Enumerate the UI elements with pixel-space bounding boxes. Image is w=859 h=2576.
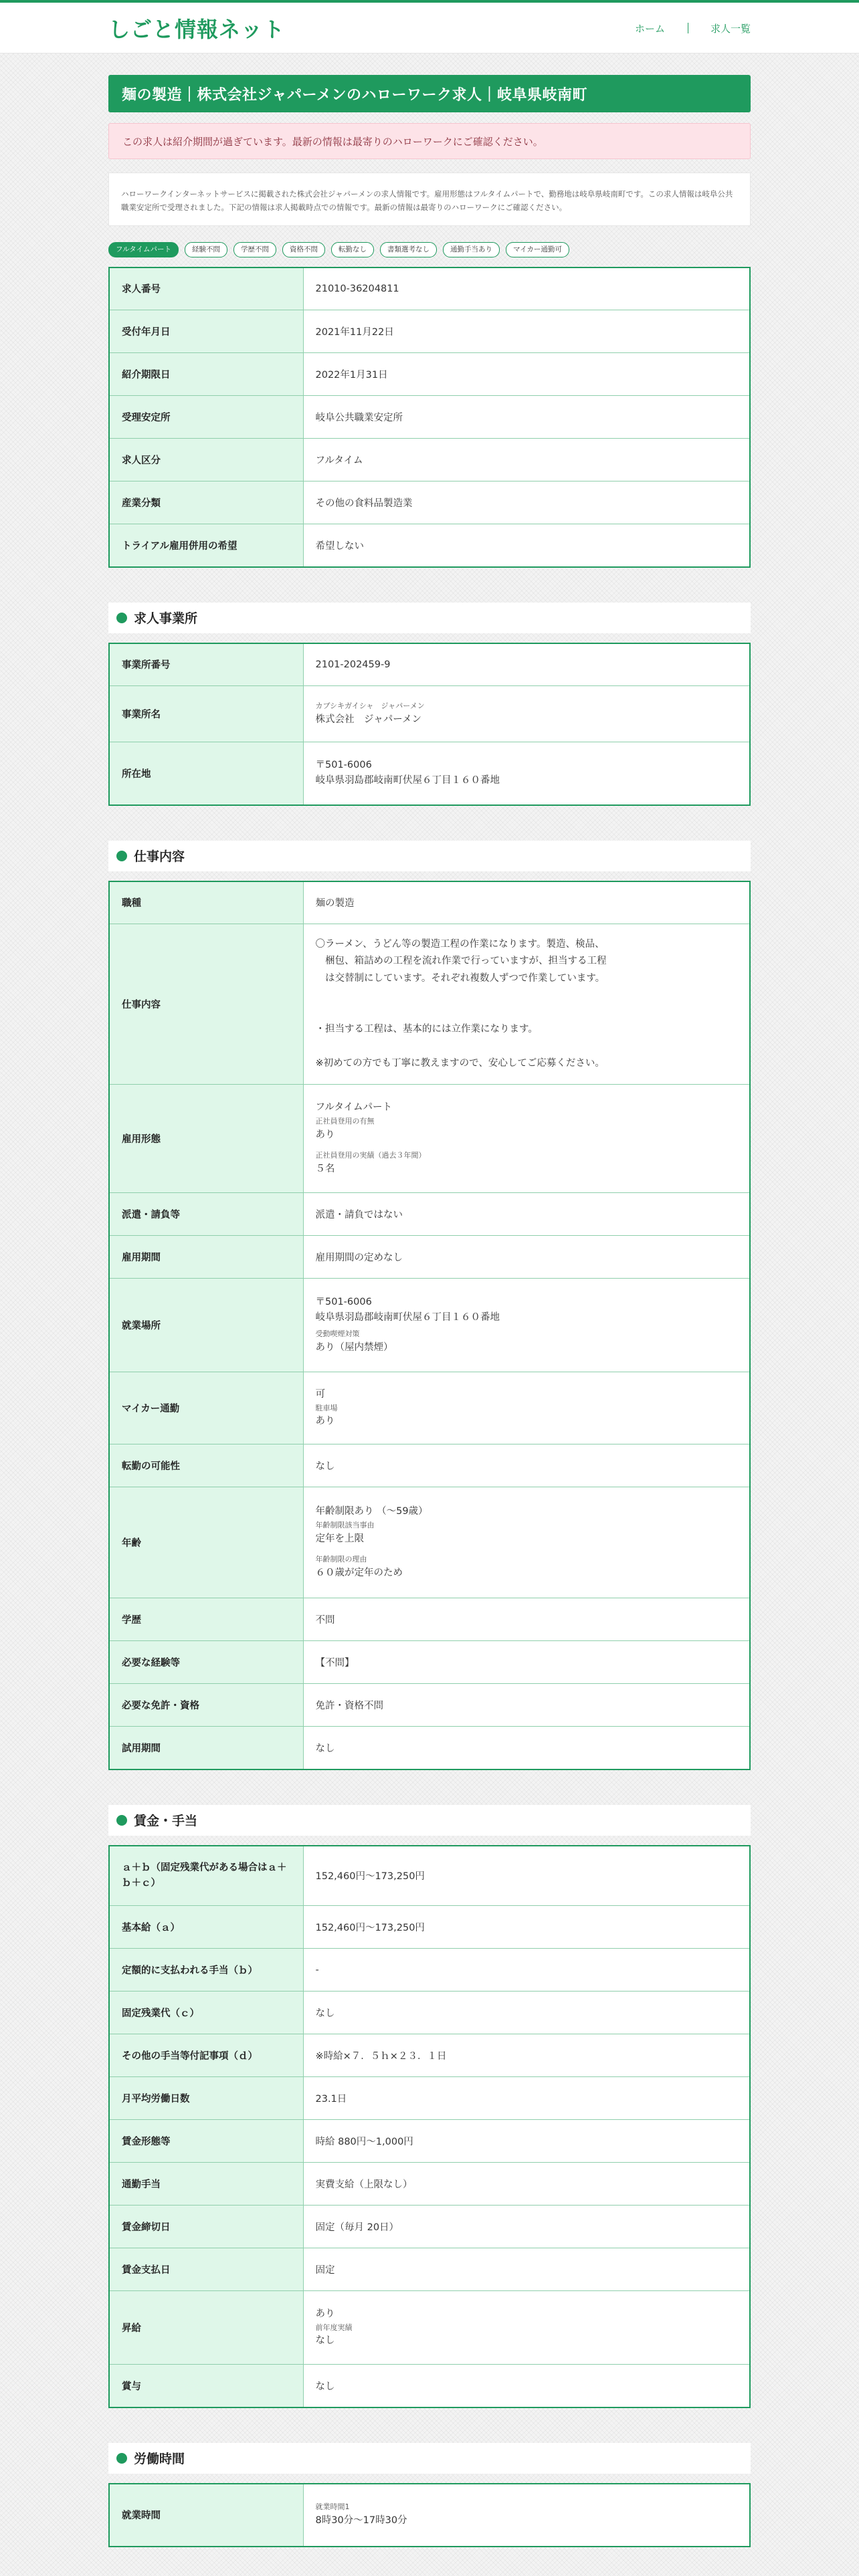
section-title: 賃金・手当 bbox=[134, 1814, 198, 1828]
wage-table bbox=[108, 1845, 751, 2408]
row-value: 固定 bbox=[303, 2248, 750, 2291]
table-row bbox=[109, 2365, 750, 2407]
field-subvalue: ６０歳が定年のため bbox=[315, 1567, 403, 1578]
table-row bbox=[109, 2291, 750, 2365]
row-value: - bbox=[303, 1949, 750, 1992]
table-row bbox=[109, 2077, 750, 2120]
field-value: あり bbox=[315, 2308, 335, 2319]
tag-item: 経験不問 bbox=[185, 242, 227, 257]
row-value: なし bbox=[303, 1992, 750, 2034]
row-label: 職種 bbox=[109, 881, 303, 924]
row-value: なし bbox=[303, 1727, 750, 1769]
row-value: なし bbox=[303, 2365, 750, 2407]
table-row bbox=[109, 1684, 750, 1727]
row-value bbox=[303, 2484, 750, 2547]
row-value bbox=[303, 1487, 750, 1598]
table-row bbox=[109, 439, 750, 481]
table-row bbox=[109, 1444, 750, 1487]
row-value: 派遣・請負ではない bbox=[303, 1193, 750, 1236]
expired-warning: この求人は紹介期間が過ぎています。最新の情報は最寄りのハローワークにご確認ください。 bbox=[108, 123, 751, 159]
row-value: 21010-36204811 bbox=[303, 267, 750, 310]
field-value: 可 bbox=[315, 1388, 325, 1400]
row-value: なし bbox=[303, 1444, 750, 1487]
row-value bbox=[303, 1372, 750, 1444]
field-sublabel: 受動喫煙対策 bbox=[315, 1329, 360, 1339]
row-label: 転勤の可能性 bbox=[109, 1444, 303, 1487]
row-label: 賞与 bbox=[109, 2365, 303, 2407]
row-value bbox=[303, 924, 750, 1085]
section-title: 求人事業所 bbox=[134, 611, 198, 626]
tag-item: フルタイムパート bbox=[108, 242, 179, 257]
table-row bbox=[109, 1992, 750, 2034]
table-row bbox=[109, 310, 750, 353]
row-label: 求人区分 bbox=[109, 439, 303, 481]
row-value: 152,460円〜173,250円 bbox=[303, 1846, 750, 1906]
field-subvalue: なし bbox=[315, 2335, 335, 2347]
row-label: 求人番号 bbox=[109, 267, 303, 310]
table-row bbox=[109, 2206, 750, 2248]
row-value: 2101-202459-9 bbox=[303, 643, 750, 686]
row-label: ａ＋ｂ（固定残業代がある場合はａ＋ｂ＋ｃ） bbox=[109, 1846, 303, 1906]
table-row bbox=[109, 1236, 750, 1279]
row-label: 必要な経験等 bbox=[109, 1641, 303, 1684]
employment-type: フルタイムパート bbox=[315, 1102, 393, 1113]
table-row bbox=[109, 1085, 750, 1193]
row-value: 雇用期間の定めなし bbox=[303, 1236, 750, 1279]
bullet-dot-icon bbox=[116, 613, 127, 623]
table-row bbox=[109, 1641, 750, 1684]
tag-item: マイカー通勤可 bbox=[506, 242, 569, 257]
address: 岐阜県羽島郡岐南町伏屋６丁目１６０番地 bbox=[315, 1312, 500, 1323]
hours-table bbox=[108, 2483, 751, 2547]
row-value bbox=[303, 686, 750, 742]
table-row bbox=[109, 2163, 750, 2206]
section-header-office bbox=[108, 603, 751, 633]
row-label: 定額的に支払われる手当（ｂ） bbox=[109, 1949, 303, 1992]
table-row bbox=[109, 1906, 750, 1949]
table-row bbox=[109, 524, 750, 567]
row-label: 事業所番号 bbox=[109, 643, 303, 686]
field-sublabel: 前年度実績 bbox=[315, 2323, 353, 2332]
table-row bbox=[109, 2120, 750, 2163]
row-label: 通勤手当 bbox=[109, 2163, 303, 2206]
row-value: 2022年1月31日 bbox=[303, 353, 750, 396]
field-sublabel: 年齢制限該当事由 bbox=[315, 1521, 375, 1530]
row-label: 必要な免許・資格 bbox=[109, 1684, 303, 1727]
table-row bbox=[109, 742, 750, 805]
bullet-dot-icon bbox=[116, 1815, 127, 1826]
postal-code: 〒501-6006 bbox=[315, 760, 372, 771]
row-label: 雇用期間 bbox=[109, 1236, 303, 1279]
table-row bbox=[109, 353, 750, 396]
basic-info-table bbox=[108, 267, 751, 568]
row-value: 実費支給（上限なし） bbox=[303, 2163, 750, 2206]
row-label: 賃金形態等 bbox=[109, 2120, 303, 2163]
nav-home-link[interactable]: ホーム bbox=[634, 22, 665, 35]
row-value: 岐阜公共職業安定所 bbox=[303, 396, 750, 439]
table-row bbox=[109, 2484, 750, 2547]
row-label: 昇給 bbox=[109, 2291, 303, 2365]
table-row bbox=[109, 1949, 750, 1992]
table-row bbox=[109, 1193, 750, 1236]
field-sublabel: 正社員登用の実績（過去３年間） bbox=[315, 1151, 426, 1160]
table-row bbox=[109, 1487, 750, 1598]
main-content bbox=[108, 75, 751, 2547]
row-label: その他の手当等付記事項（ｄ） bbox=[109, 2034, 303, 2077]
row-value: 麺の製造 bbox=[303, 881, 750, 924]
row-value: フルタイム bbox=[303, 439, 750, 481]
office-name: 株式会社 ジャパーメン bbox=[315, 714, 421, 725]
row-label: 賃金締切日 bbox=[109, 2206, 303, 2248]
row-value bbox=[303, 1085, 750, 1193]
field-sublabel: 駐車場 bbox=[315, 1403, 338, 1412]
bullet-dot-icon bbox=[116, 851, 127, 861]
row-value: 不問 bbox=[303, 1598, 750, 1641]
postal-code: 〒501-6006 bbox=[315, 1296, 372, 1307]
table-row bbox=[109, 2034, 750, 2077]
field-subvalue: あり bbox=[315, 1416, 335, 1427]
section-title: 仕事内容 bbox=[134, 849, 185, 864]
row-label: 学歴 bbox=[109, 1598, 303, 1641]
tag-item: 転勤なし bbox=[331, 242, 374, 257]
bullet-dot-icon bbox=[116, 2453, 127, 2464]
table-row bbox=[109, 1372, 750, 1444]
row-value: 固定（毎月 20日） bbox=[303, 2206, 750, 2248]
table-row bbox=[109, 2248, 750, 2291]
section-header-wage bbox=[108, 1805, 751, 1836]
section-title: 労働時間 bbox=[134, 2452, 185, 2466]
office-name-kana: カブシキガイシャ ジャパーメン bbox=[315, 702, 425, 711]
table-row bbox=[109, 881, 750, 924]
field-sublabel: 正社員登用の有無 bbox=[315, 1117, 375, 1126]
address: 岐阜県羽島郡岐南町伏屋６丁目１６０番地 bbox=[315, 775, 500, 786]
row-value: ※時給×７．５ｈ×２３．１日 bbox=[303, 2034, 750, 2077]
section-header-hours bbox=[108, 2443, 751, 2474]
site-logo[interactable]: しごと情報ネット bbox=[108, 17, 286, 42]
table-row bbox=[109, 643, 750, 686]
row-value: 希望しない bbox=[303, 524, 750, 567]
table-row bbox=[109, 686, 750, 742]
row-label: 紹介期限日 bbox=[109, 353, 303, 396]
field-subvalue: ５名 bbox=[315, 1163, 335, 1174]
work-table bbox=[108, 881, 751, 1770]
row-value bbox=[303, 1279, 750, 1372]
row-label: 雇用形態 bbox=[109, 1085, 303, 1193]
tag-item: 書類選考なし bbox=[380, 242, 437, 257]
office-table bbox=[108, 643, 751, 806]
row-label: トライアル雇用併用の希望 bbox=[109, 524, 303, 567]
job-description: ハローワークインターネットサービスに掲載された株式会社ジャパーメンの求人情報です。雇用形態はフルタイムパートで、勤務地は岐阜県岐南町です。この求人情報は岐阜公共職業安定所で受理されました。下記の情報は求人掲載時点での情報です。最新の情報は最寄りのハローワークにご確認ください。 bbox=[108, 173, 751, 226]
row-value: 23.1日 bbox=[303, 2077, 750, 2120]
field-subvalue: あり bbox=[315, 1129, 335, 1140]
field-sublabel: 就業時間1 bbox=[315, 2502, 350, 2512]
table-row bbox=[109, 1727, 750, 1769]
row-label: マイカー通勤 bbox=[109, 1372, 303, 1444]
row-value: 免許・資格不問 bbox=[303, 1684, 750, 1727]
row-label: 年齢 bbox=[109, 1487, 303, 1598]
table-row bbox=[109, 1598, 750, 1641]
row-value bbox=[303, 742, 750, 805]
row-label: 仕事内容 bbox=[109, 924, 303, 1085]
row-value: 【不問】 bbox=[303, 1641, 750, 1684]
row-value: 時給 880円〜1,000円 bbox=[303, 2120, 750, 2163]
table-row bbox=[109, 1846, 750, 1906]
section-header-work bbox=[108, 841, 751, 871]
row-label: 事業所名 bbox=[109, 686, 303, 742]
row-label: 受理安定所 bbox=[109, 396, 303, 439]
tag-item: 通勤手当あり bbox=[443, 242, 500, 257]
field-subvalue: あり（屋内禁煙） bbox=[315, 1341, 393, 1353]
row-label: 月平均労働日数 bbox=[109, 2077, 303, 2120]
tag-list bbox=[108, 242, 751, 257]
row-label: 産業分類 bbox=[109, 481, 303, 524]
nav-job-list-link[interactable]: 求人一覧 bbox=[688, 21, 751, 35]
row-value bbox=[303, 2291, 750, 2365]
field-sublabel: 年齢制限の理由 bbox=[315, 1555, 367, 1564]
page-title: 麺の製造｜株式会社ジャパーメンのハローワーク求人｜岐阜県岐南町 bbox=[108, 75, 751, 112]
row-label: 所在地 bbox=[109, 742, 303, 805]
row-value: 2021年11月22日 bbox=[303, 310, 750, 353]
job-content-text: 〇ラーメン、うどん等の製造工程の作業になります。製造、検品、 梱包、箱詰めの工程を流れ作業で行っていますが、担当する工程 は交替制にしています。それぞれ複数人ずつで作業しています。 ・担当する工程は、基本的には立作業になります。 ※初めての方でも丁寧に教えますので、安心してご応募ください。 bbox=[315, 939, 607, 1069]
tag-item: 学歴不問 bbox=[233, 242, 276, 257]
table-row bbox=[109, 1279, 750, 1372]
table-row bbox=[109, 396, 750, 439]
tag-item: 資格不問 bbox=[282, 242, 325, 257]
table-row bbox=[109, 481, 750, 524]
row-label: 受付年月日 bbox=[109, 310, 303, 353]
row-label: 賃金支払日 bbox=[109, 2248, 303, 2291]
field-subvalue: 定年を上限 bbox=[315, 1533, 364, 1544]
row-label: 基本給（ａ） bbox=[109, 1906, 303, 1949]
row-value: 152,460円〜173,250円 bbox=[303, 1906, 750, 1949]
field-subvalue: 8時30分〜17時30分 bbox=[315, 2514, 407, 2526]
row-label: 試用期間 bbox=[109, 1727, 303, 1769]
row-label: 就業時間 bbox=[109, 2484, 303, 2547]
row-value: その他の食料品製造業 bbox=[303, 481, 750, 524]
table-row bbox=[109, 267, 750, 310]
table-row bbox=[109, 924, 750, 1085]
row-label: 就業場所 bbox=[109, 1279, 303, 1372]
main-nav bbox=[612, 21, 751, 35]
row-label: 固定残業代（ｃ） bbox=[109, 1992, 303, 2034]
site-header bbox=[0, 3, 859, 53]
row-label: 派遣・請負等 bbox=[109, 1193, 303, 1236]
field-value: 年齢制限あり （～59歳） bbox=[315, 1506, 428, 1517]
